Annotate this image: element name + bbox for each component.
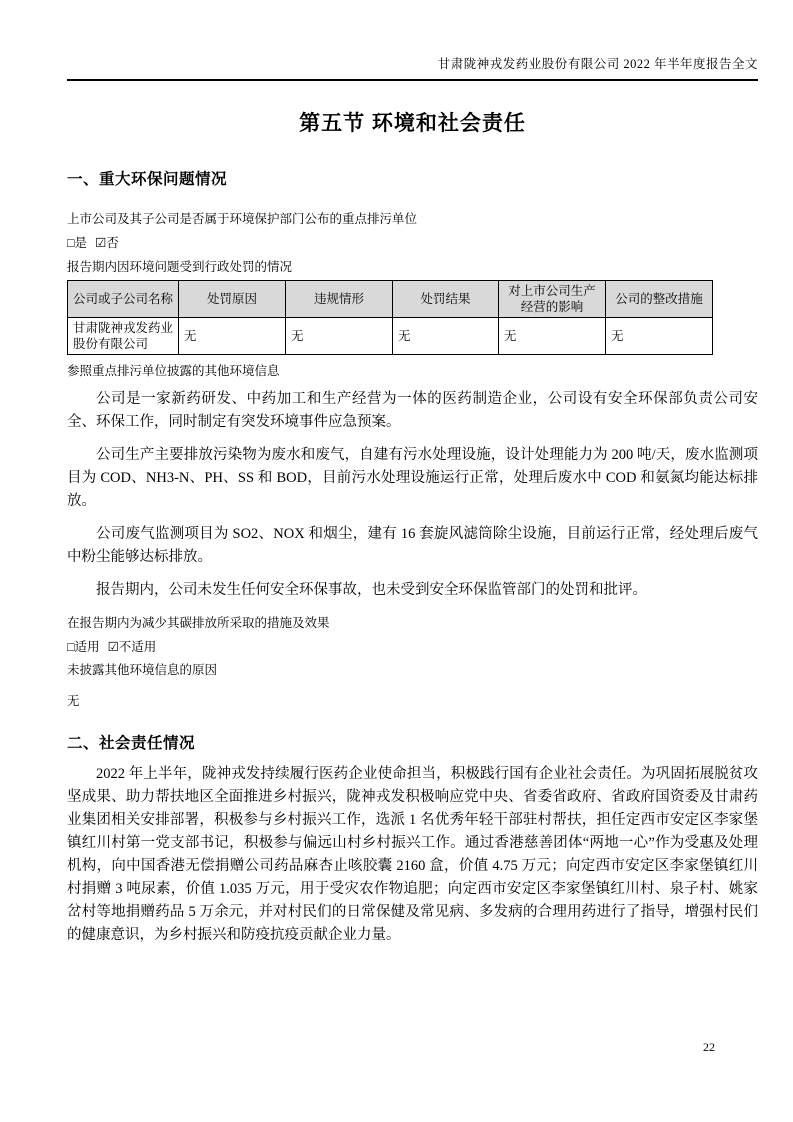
cell-penalty-result: 无: [393, 318, 499, 355]
cell-penalty-reason: 无: [179, 318, 286, 355]
checkbox-no-checked: ☑否: [95, 236, 119, 250]
checkbox-applicable-unchecked: □适用: [67, 640, 100, 654]
page-number: 22: [703, 1040, 715, 1054]
checkbox-line-yes-no: [67, 236, 758, 250]
col-header-rectification: 公司的整改措施: [606, 281, 713, 318]
checkbox-yes-unchecked: □是: [67, 236, 88, 250]
env-paragraph-3: 公司废气监测项目为 SO2、NOX 和烟尘，建有 16 套旋风滤筒除尘设施，目前运行正常，经处理后废气中粉尘能够达标排放。: [67, 526, 758, 565]
cell-company-name: 甘肃陇神戎发药业股份有限公司: [68, 318, 179, 355]
cell-violation: 无: [286, 318, 393, 355]
col-header-impact: 对上市公司生产经营的影响: [499, 281, 606, 318]
note-other-env-info: 参照重点排污单位披露的其他环境信息: [67, 364, 280, 378]
none-value: 无: [67, 694, 80, 708]
cell-impact: 无: [499, 318, 606, 355]
table-row: [68, 318, 713, 355]
page-title: 第五节 环境和社会责任: [299, 112, 526, 135]
env-paragraph-1: 公司是一家新药研发、中药加工和生产经营为一体的医药制造企业，公司设有安全环保部负责公司安全、环保工作，同时制定有突发环境事件应急预案。: [67, 391, 758, 430]
penalty-table-header-row: [68, 281, 713, 318]
header-title: 甘肃陇神戎发药业股份有限公司 2022 年半年度报告全文: [437, 57, 758, 71]
question-key-pollutant: 上市公司及其子公司是否属于环境保护部门公布的重点排污单位: [67, 212, 418, 226]
section2-heading: 二、社会责任情况: [67, 735, 196, 752]
page-header: [67, 57, 758, 81]
checkbox-not-applicable-checked: ☑不适用: [107, 640, 157, 654]
section1-heading: 一、重大环保问题情况: [67, 171, 228, 188]
env-paragraph-2: 公司生产主要排放污染物为废水和废气，自建有污水处理设施，设计处理能力为 200 吨/天，废水监测项目为 COD、NH3-N、PH、SS 和 BOD，目前污水处理设施运行正常，处理后废水中 COD 和氨氮均能达标排放。: [67, 447, 758, 509]
env-paragraph-4: 报告期内，公司未发生任何安全环保事故，也未受到安全环保监管部门的处罚和批评。: [96, 582, 647, 598]
checkbox-line-applicable: [67, 640, 758, 654]
col-header-penalty-result: 处罚结果: [393, 281, 499, 318]
social-responsibility-paragraph: 2022 年上半年，陇神戎发持续履行医药企业使命担当，积极践行国有企业社会责任。为巩固拓展脱贫攻坚成果、助力帮扶地区全面推进乡村振兴，陇神戎发积极响应党中央、省委省政府、省政府国资委及甘肃药业集团相关安排部署，积极参与乡村振兴工作，选派 1 名优秀年轻干部驻村帮扶，担任定西市安定区李家堡镇红川村第一党支部书记，积极参与偏远山村乡村振兴工作。通过香港慈善团体“两地一心”作为受惠及处理机构，向中国香港无偿捐赠公司药品麻杏止咳胶囊 2160 盒，价值 4.75 万元；向定西市安定区李家堡镇红川村捐赠 3 吨尿素，价值 1.035 万元，用于受灾农作物追肥；向定西市安定区李家堡镇红川村、泉子村、姚家岔村等地捐赠药品 5 万余元，并对村民们的日常保健及常见病、多发病的合理用药进行了指导，增强村民们的健康意识，为乡村振兴和防疫抗疫贡献企业力量。: [67, 766, 758, 943]
carbon-measures-label: 在报告期内为减少其碳排放所采取的措施及效果: [67, 616, 330, 630]
cell-rectification: 无: [606, 318, 713, 355]
col-header-violation: 违规情形: [286, 281, 393, 318]
question-admin-penalty: 报告期内因环境问题受到行政处罚的情况: [67, 260, 293, 274]
undisclosed-reason-label: 未披露其他环境信息的原因: [67, 663, 218, 677]
penalty-table: [67, 280, 713, 355]
col-header-penalty-reason: 处罚原因: [179, 281, 286, 318]
col-header-company: 公司或子公司名称: [68, 281, 179, 318]
